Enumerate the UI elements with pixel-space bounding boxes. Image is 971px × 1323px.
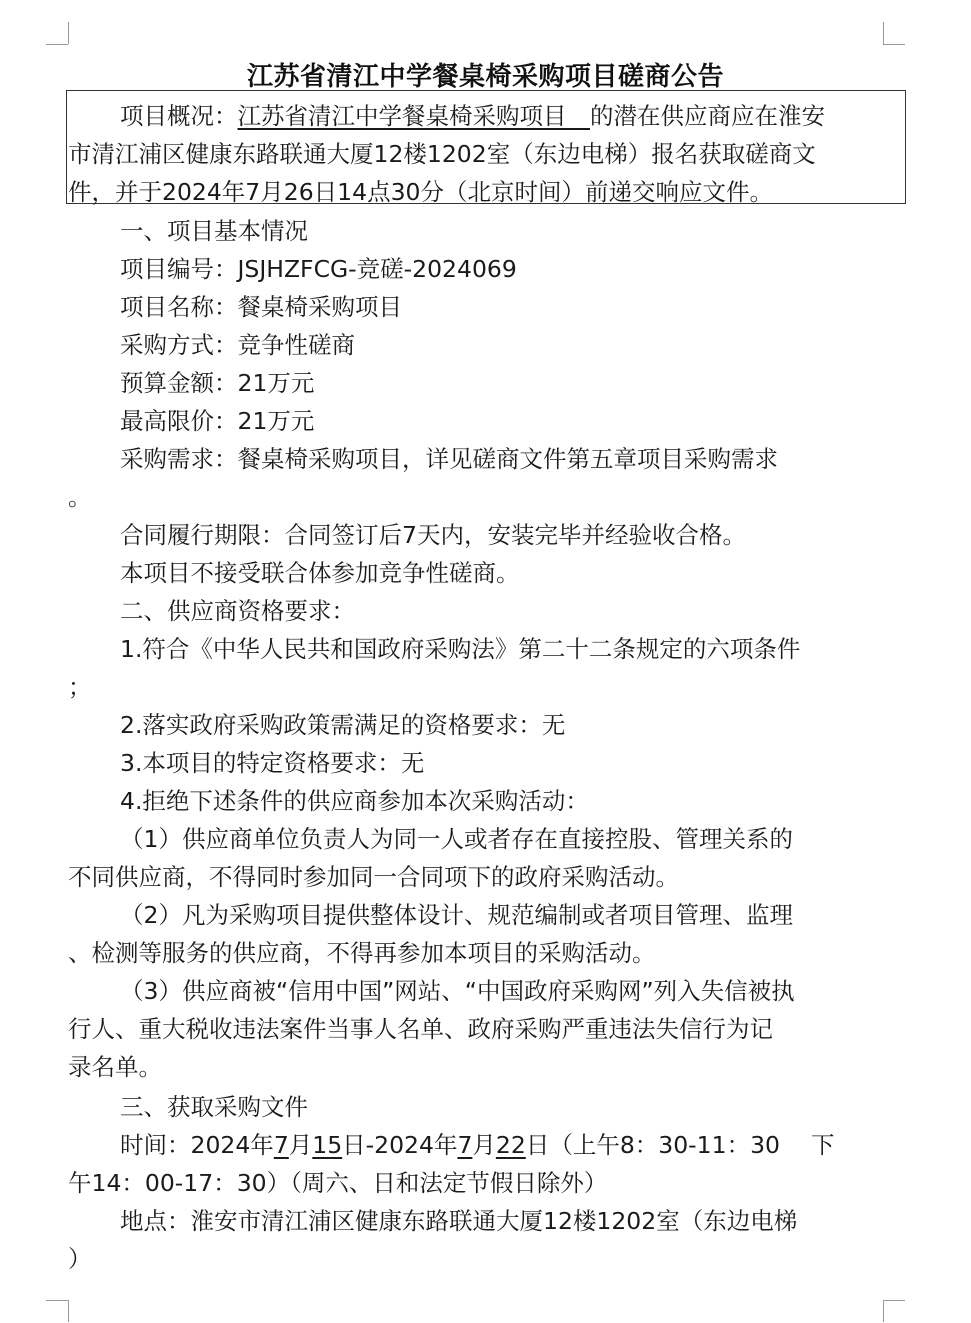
summary-label: 项目概况： — [120, 102, 238, 130]
requirement-2: 2.落实政府采购政策需满足的资格要求：无 — [120, 711, 566, 739]
summary-project-name: 江苏省清江中学餐桌椅采购项目 — [237, 102, 567, 130]
exclusion-item-3: （3）供应商被“信用中国”网站、“中国政府采购网”列入失信被执 — [120, 977, 795, 1005]
requirement-3: 3.本项目的特定资格要求：无 — [120, 749, 425, 777]
exclusion-item-3-cont: 行人、重大税收违法案件当事人名单、政府采购严重违法失信行为记 — [68, 1015, 773, 1043]
requirement-1: 1.符合《中华人民共和国政府采购法》第二十二条规定的六项条件 — [120, 635, 801, 663]
project-number: 项目编号：JSJHZFCG-竞磋-2024069 — [120, 255, 517, 283]
requirement-4: 4.拒绝下述条件的供应商参加本次采购活动： — [120, 787, 589, 815]
summary-line-1 — [120, 101, 825, 131]
acquisition-time: 时间：2024年7月15日-2024年7月22日（上午8：30-11：30 下 — [120, 1131, 835, 1159]
start-month: 7 — [273, 1131, 289, 1159]
summary-line-3: 件，并于2024年7月26日14点30分（北京时间）前递交响应文件。 — [68, 178, 773, 206]
project-name: 项目名称：餐桌椅采购项目 — [120, 293, 402, 321]
exclusion-item-1: （1）供应商单位负责人为同一人或者存在直接控股、管理关系的 — [120, 825, 793, 853]
start-day: 15 — [312, 1131, 343, 1159]
document-title: 江苏省清江中学餐桌椅采购项目磋商公告 — [246, 62, 724, 92]
end-month: 7 — [457, 1131, 473, 1159]
procurement-method: 采购方式：竞争性磋商 — [120, 331, 355, 359]
exclusion-item-1-cont: 不同供应商，不得同时参加同一合同项下的政府采购活动。 — [68, 863, 679, 891]
section1-heading: 一、项目基本情况 — [120, 217, 308, 245]
procurement-demand-cont: 。 — [68, 483, 92, 511]
section2-heading: 二、供应商资格要求： — [120, 597, 355, 625]
consortium-note: 本项目不接受联合体参加竞争性磋商。 — [120, 559, 520, 587]
acquisition-time-cont: 午14：00-17：30）（周六、日和法定节假日除外） — [68, 1169, 608, 1197]
max-price: 最高限价：21万元 — [120, 407, 315, 435]
acquisition-place-cont: ） — [68, 1245, 92, 1273]
requirement-1-cont: ； — [68, 673, 92, 701]
procurement-demand: 采购需求：餐桌椅采购项目，详见磋商文件第五章项目采购需求 — [120, 445, 778, 473]
exclusion-item-3-cont2: 录名单。 — [68, 1053, 162, 1081]
summary-line-2: 市清江浦区健康东路联通大厦12楼1202室（东边电梯）报名获取磋商文 — [68, 140, 816, 168]
summary-text: 的潜在供应商应在淮安 — [590, 102, 825, 130]
contract-period: 合同履行期限：合同签订后7天内，安装完毕并经验收合格。 — [120, 521, 746, 549]
section3-heading: 三、获取采购文件 — [120, 1093, 308, 1121]
end-day: 22 — [495, 1131, 526, 1159]
exclusion-item-2-cont: 、检测等服务的供应商，不得再参加本项目的采购活动。 — [68, 939, 656, 967]
budget-amount: 预算金额：21万元 — [120, 369, 315, 397]
exclusion-item-2: （2）凡为采购项目提供整体设计、规范编制或者项目管理、监理 — [120, 901, 793, 929]
acquisition-place: 地点：淮安市清江浦区健康东路联通大厦12楼1202室（东边电梯 — [120, 1207, 798, 1235]
